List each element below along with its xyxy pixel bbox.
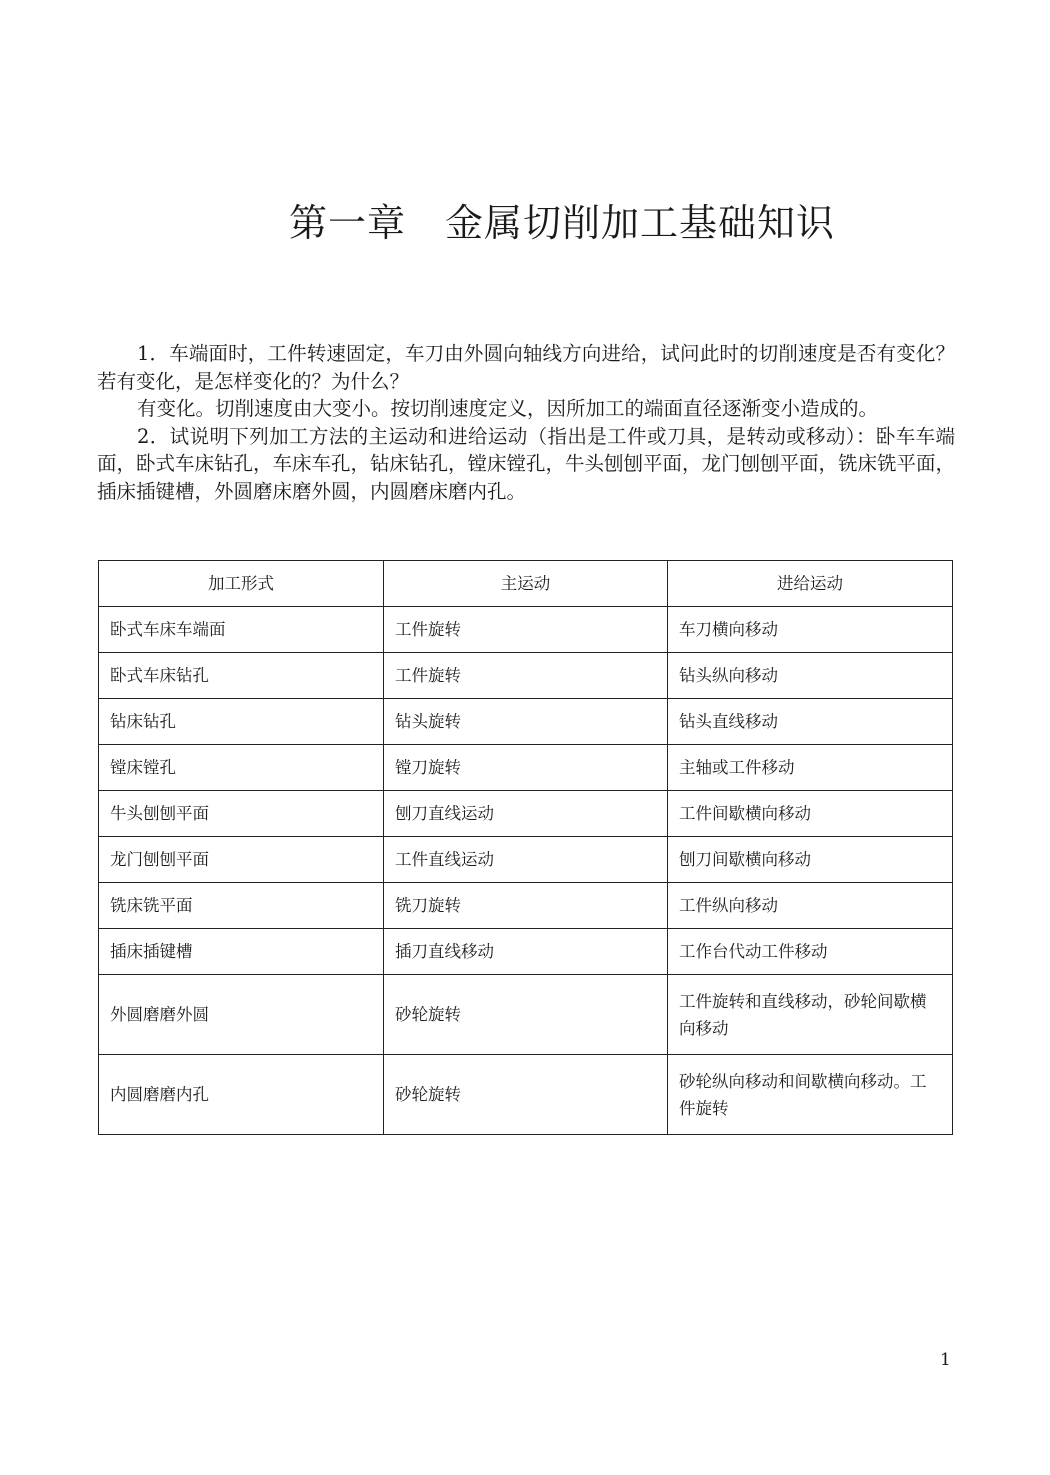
cell-feed-motion: 刨刀间歇横向移动 — [668, 837, 953, 883]
table-row — [99, 607, 953, 653]
cell-machining-form: 铣床铣平面 — [99, 883, 384, 929]
cell-machining-form: 龙门刨刨平面 — [99, 837, 384, 883]
table-row — [99, 837, 953, 883]
cell-feed-motion: 工作台代动工件移动 — [668, 929, 953, 975]
cell-feed-motion: 砂轮纵向移动和间歇横向移动。工件旋转 — [668, 1055, 953, 1135]
cell-main-motion: 镗刀旋转 — [384, 745, 668, 791]
question-2: 2．试说明下列加工方法的主运动和进给运动（指出是工件或刀具，是转动或移动）：卧车车端面，卧式车床钻孔，车床车孔，钻床钻孔，镗床镗孔，牛头刨刨平面，龙门刨刨平面，铣床铣平面，插床插键槽，外圆磨床磨外圆，内圆磨床磨内孔。 — [97, 424, 956, 503]
page-number: 1 — [940, 1350, 951, 1370]
cell-machining-form: 外圆磨磨外圆 — [99, 975, 384, 1055]
cell-machining-form: 牛头刨刨平面 — [99, 791, 384, 837]
table-row — [99, 699, 953, 745]
table-row — [99, 883, 953, 929]
cell-machining-form: 镗床镗孔 — [99, 745, 384, 791]
cell-feed-motion: 主轴或工件移动 — [668, 745, 953, 791]
cell-feed-motion: 工件旋转和直线移动，砂轮间歇横向移动 — [668, 975, 953, 1055]
answer-1: 有变化。切削速度由大变小。按切削速度定义，因所加工的端面直径逐渐变小造成的。 — [137, 397, 879, 420]
cell-feed-motion: 工件间歇横向移动 — [668, 791, 953, 837]
table-row — [99, 745, 953, 791]
cell-main-motion: 刨刀直线运动 — [384, 791, 668, 837]
cell-feed-motion: 钻头纵向移动 — [668, 653, 953, 699]
table-row — [99, 929, 953, 975]
cell-machining-form: 卧式车床钻孔 — [99, 653, 384, 699]
table-header-row — [99, 561, 953, 607]
cell-main-motion: 插刀直线移动 — [384, 929, 668, 975]
motion-table — [98, 560, 953, 1135]
cell-main-motion: 砂轮旋转 — [384, 1055, 668, 1135]
cell-machining-form: 卧式车床车端面 — [99, 607, 384, 653]
cell-main-motion: 砂轮旋转 — [384, 975, 668, 1055]
cell-main-motion: 工件旋转 — [384, 607, 668, 653]
cell-main-motion: 工件直线运动 — [384, 837, 668, 883]
header-main-motion: 主运动 — [384, 561, 668, 607]
question-1: 1．车端面时，工件转速固定，车刀由外圆向轴线方向进给，试问此时的切削速度是否有变化？若有变化，是怎样变化的？为什么？ — [97, 342, 955, 393]
table-row — [99, 653, 953, 699]
header-feed-motion: 进给运动 — [668, 561, 953, 607]
table-row — [99, 791, 953, 837]
table-row — [99, 1055, 953, 1135]
cell-machining-form: 插床插键槽 — [99, 929, 384, 975]
header-machining-form: 加工形式 — [99, 561, 384, 607]
cell-feed-motion: 车刀横向移动 — [668, 607, 953, 653]
cell-feed-motion: 钻头直线移动 — [668, 699, 953, 745]
cell-main-motion: 钻头旋转 — [384, 699, 668, 745]
table-row — [99, 975, 953, 1055]
cell-main-motion: 工件旋转 — [384, 653, 668, 699]
cell-main-motion: 铣刀旋转 — [384, 883, 668, 929]
cell-machining-form: 内圆磨磨内孔 — [99, 1055, 384, 1135]
cell-feed-motion: 工件纵向移动 — [668, 883, 953, 929]
cell-machining-form: 钻床钻孔 — [99, 699, 384, 745]
question-text — [97, 340, 955, 505]
chapter-title: 第一章 金属切削加工基础知识 — [288, 201, 835, 245]
